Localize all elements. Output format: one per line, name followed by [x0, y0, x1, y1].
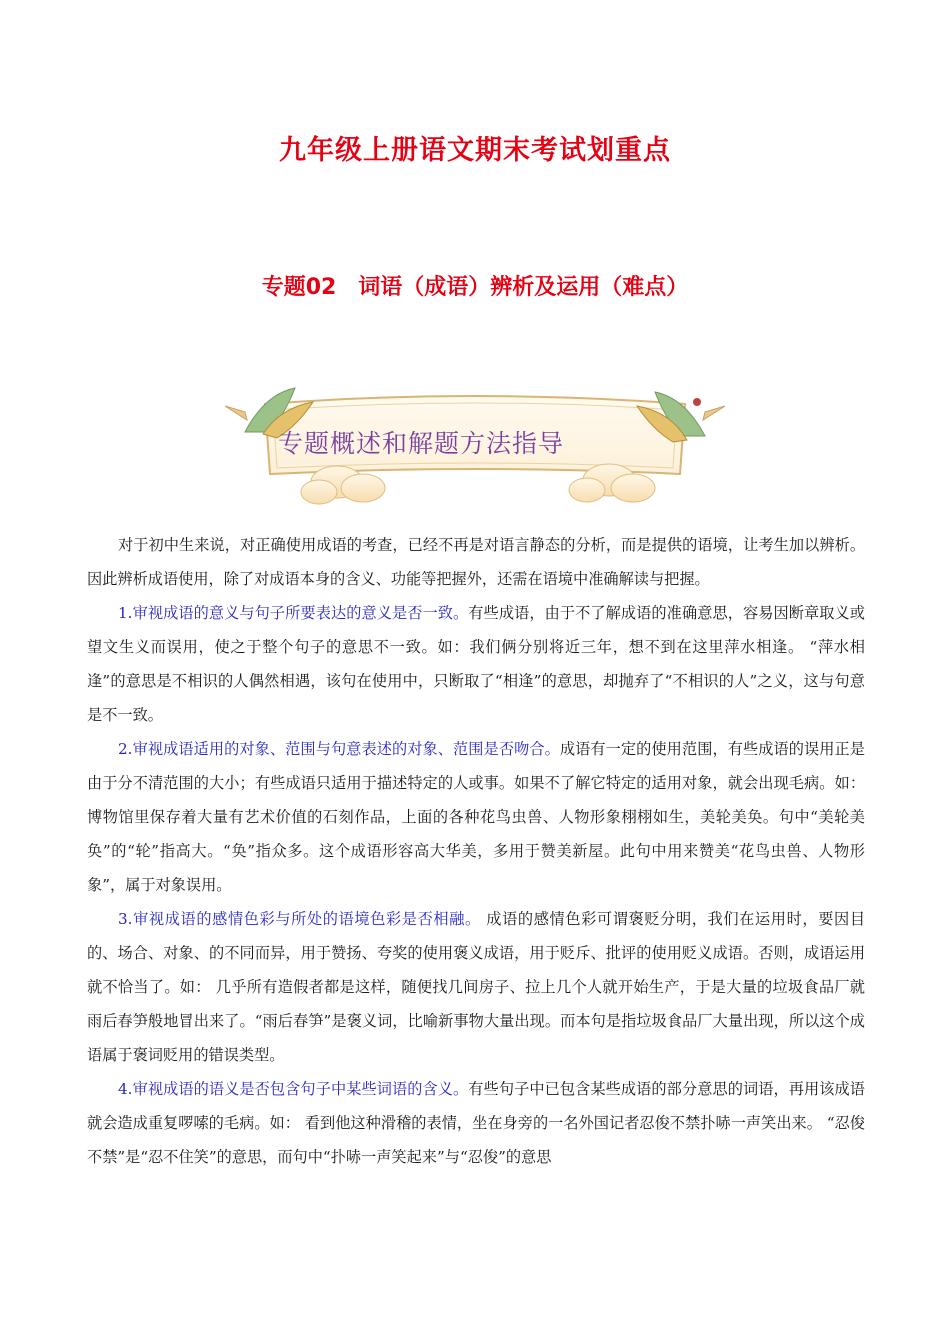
point-text: 成语有一定的使用范围，有些成语的误用正是由于分不清范围的大小；有些成语只适用于描述特定的人或事。如果不了解它特定的适用对象，就会出现毛病。如：博物馆里保存着大量有艺术价值的石刻作品，上面的各种花鸟虫兽、人物形象栩栩如生，美轮美奂。句中“美轮美奂”的“轮”指高大。“奂”指众多。这个成语形容高大华美，多用于赞美新屋。此句中用来赞美“花鸟虫兽、人物形象”，属于对象误用。 — [87, 740, 865, 894]
article-body — [87, 528, 865, 1174]
point-paragraph-4 — [87, 1072, 865, 1174]
point-text: 有些句子中已包含某些成语的部分意思的词语，再用该成语就会造成重复啰嗦的毛病。如： 看到他这种滑稽的表情，坐在身旁的一名外国记者忍俊不禁扑哧一声笑出来。 “忍俊不禁”是“忍不住笑”的意思，而句中“扑哧一声笑起来”与“忍俊”的意思 — [87, 1080, 865, 1166]
intro-paragraph: 对于初中生来说，对正确使用成语的考查，已经不再是对语言静态的分析，而是提供的语境，让考生加以辨析。因此辨析成语使用，除了对成语本身的含义、功能等把握外，还需在语境中准确解读与把握。 — [87, 536, 865, 588]
point-heading: 4.审视成语的语义是否包含句子中某些词语的含义。 — [118, 1080, 469, 1098]
topic-subtitle: 专题02 词语（成语）辨析及运用（难点） — [261, 275, 689, 300]
point-paragraph-3 — [87, 902, 865, 1072]
point-paragraph-1 — [87, 596, 865, 732]
point-heading: 3.审视成语的感情色彩与所处的语境色彩是否相融。 — [118, 910, 481, 928]
document-title: 九年级上册语文期末考试划重点 — [279, 135, 671, 166]
point-heading: 1.审视成语的意义与句子所要表达的意义是否一致。 — [118, 604, 469, 622]
point-text: 成语的感情色彩可谓褒贬分明，我们在运用时，要因目的、场合、对象、的不同而异，用于赞扬、夸奖的使用褒义成语，用于贬斥、批评的使用贬义成语。否则，成语运用就不恰当了。如： 几乎所有造假者都是这样，随便找几间房子、拉上几个人就开始生产，于是大量的垃圾食品厂就雨后春笋般地冒出来了。“雨后春笋”是褒义词，比喻新事物大量出现。而本句是指垃圾食品厂大量出现，所以这个成语属于褒词贬用的错误类型。 — [87, 910, 866, 1064]
point-paragraph-2 — [87, 732, 865, 902]
point-heading: 2.审视成语适用的对象、范围与句意表述的对象、范围是否吻合。 — [118, 740, 560, 758]
point-text: 有些成语，由于不了解成语的准确意思，容易因断章取义或望文生义而误用，使之于整个句子的意思不一致。如：我们俩分别将近三年，想不到在这里萍水相逢。 “萍水相逢”的意思是不相识的人偶然相遇，该句在使用中，只断取了“相逢”的意思，却抛弃了“不相识的人”之义，这与句意是不一致。 — [87, 604, 865, 724]
banner-label: 专题概述和解题方法指导 — [278, 429, 565, 458]
